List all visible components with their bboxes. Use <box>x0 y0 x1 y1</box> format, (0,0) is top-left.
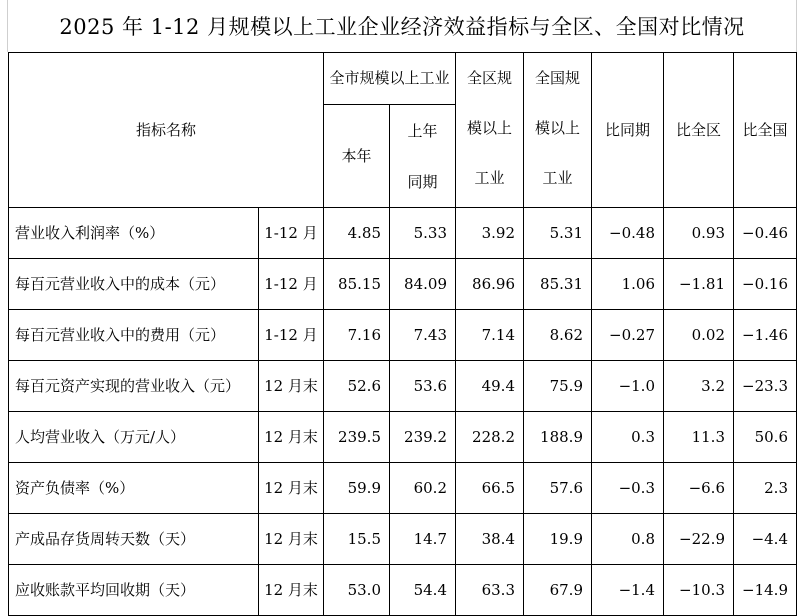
table-row <box>9 514 797 565</box>
cell-nation: 57.6 <box>524 463 592 514</box>
cell-this-year: 59.9 <box>324 463 390 514</box>
cell-last-year: 7.43 <box>390 310 456 361</box>
cell-vs-region: 11.3 <box>664 412 734 463</box>
comparison-table <box>8 52 797 616</box>
cell-yoy: −0.48 <box>592 208 664 259</box>
cell-nation: 188.9 <box>524 412 592 463</box>
header-vs-region: 比全区 <box>664 53 734 208</box>
cell-region: 228.2 <box>456 412 524 463</box>
cell-this-year: 53.0 <box>324 565 390 616</box>
cell-vs-nation: −0.16 <box>734 259 797 310</box>
table-row <box>9 259 797 310</box>
cell-yoy: 0.3 <box>592 412 664 463</box>
header-indicator-name: 指标名称 <box>9 53 324 208</box>
cell-nation: 5.31 <box>524 208 592 259</box>
header-last-year-line1: 上年 <box>407 122 438 140</box>
table-row <box>9 208 797 259</box>
cell-yoy: 1.06 <box>592 259 664 310</box>
header-this-year: 本年 <box>324 105 390 208</box>
cell-vs-region: −1.81 <box>664 259 734 310</box>
cell-region: 86.96 <box>456 259 524 310</box>
row-period: 12 月末 <box>259 565 324 616</box>
cell-last-year: 239.2 <box>390 412 456 463</box>
cell-vs-nation: 2.3 <box>734 463 797 514</box>
table-row <box>9 463 797 514</box>
cell-vs-nation: −14.9 <box>734 565 797 616</box>
cell-vs-nation: −23.3 <box>734 361 797 412</box>
header-nation-line2: 模以上 <box>534 119 580 137</box>
cell-nation: 67.9 <box>524 565 592 616</box>
row-indicator-name: 资产负债率（%） <box>9 463 259 514</box>
cell-vs-region: −10.3 <box>664 565 734 616</box>
cell-yoy: −0.27 <box>592 310 664 361</box>
header-last-year <box>390 105 456 208</box>
cell-last-year: 53.6 <box>390 361 456 412</box>
cell-nation: 8.62 <box>524 310 592 361</box>
cell-yoy: −1.0 <box>592 361 664 412</box>
cell-this-year: 4.85 <box>324 208 390 259</box>
row-indicator-name: 产成品存货周转天数（天） <box>9 514 259 565</box>
cell-last-year: 5.33 <box>390 208 456 259</box>
cell-vs-region: 3.2 <box>664 361 734 412</box>
row-period: 12 月末 <box>259 514 324 565</box>
header-nation <box>524 53 592 208</box>
cell-this-year: 52.6 <box>324 361 390 412</box>
cell-this-year: 239.5 <box>324 412 390 463</box>
header-region-line3: 工业 <box>474 169 505 187</box>
cell-nation: 75.9 <box>524 361 592 412</box>
table-row <box>9 310 797 361</box>
cell-region: 7.14 <box>456 310 524 361</box>
header-region-line2: 模以上 <box>466 119 512 137</box>
cell-yoy: −1.4 <box>592 565 664 616</box>
cell-vs-region: −6.6 <box>664 463 734 514</box>
row-indicator-name: 应收账款平均回收期（天） <box>9 565 259 616</box>
cell-vs-region: −22.9 <box>664 514 734 565</box>
header-region <box>456 53 524 208</box>
cell-region: 66.5 <box>456 463 524 514</box>
row-period: 1-12 月 <box>259 259 324 310</box>
cell-nation: 19.9 <box>524 514 592 565</box>
row-period: 1-12 月 <box>259 208 324 259</box>
cell-last-year: 84.09 <box>390 259 456 310</box>
cell-last-year: 14.7 <box>390 514 456 565</box>
header-region-line1: 全区规 <box>466 69 512 87</box>
header-yoy: 比同期 <box>592 53 664 208</box>
cell-vs-nation: −1.46 <box>734 310 797 361</box>
table-row <box>9 361 797 412</box>
document-title: 2025 年 1-12 月规模以上工业企业经济效益指标与全区、全国对比情况 <box>59 15 745 39</box>
cell-yoy: 0.8 <box>592 514 664 565</box>
cell-region: 38.4 <box>456 514 524 565</box>
table-row <box>9 565 797 616</box>
header-nation-line3: 工业 <box>542 169 573 187</box>
row-indicator-name: 每百元营业收入中的成本（元） <box>9 259 259 310</box>
cell-vs-region: 0.93 <box>664 208 734 259</box>
cell-this-year: 85.15 <box>324 259 390 310</box>
row-indicator-name: 人均营业收入（万元/人） <box>9 412 259 463</box>
row-indicator-name: 营业收入利润率（%） <box>9 208 259 259</box>
row-period: 12 月末 <box>259 463 324 514</box>
cell-this-year: 15.5 <box>324 514 390 565</box>
cell-region: 49.4 <box>456 361 524 412</box>
cell-nation: 85.31 <box>524 259 592 310</box>
cell-this-year: 7.16 <box>324 310 390 361</box>
cell-yoy: −0.3 <box>592 463 664 514</box>
cell-last-year: 60.2 <box>390 463 456 514</box>
cell-vs-nation: −4.4 <box>734 514 797 565</box>
header-last-year-line2: 同期 <box>407 173 438 191</box>
cell-region: 63.3 <box>456 565 524 616</box>
row-period: 12 月末 <box>259 361 324 412</box>
row-indicator-name: 每百元营业收入中的费用（元） <box>9 310 259 361</box>
row-indicator-name: 每百元资产实现的营业收入（元） <box>9 361 259 412</box>
row-period: 12 月末 <box>259 412 324 463</box>
cell-vs-region: 0.02 <box>664 310 734 361</box>
cell-vs-nation: 50.6 <box>734 412 797 463</box>
header-vs-nation: 比全国 <box>734 53 797 208</box>
table-row <box>9 412 797 463</box>
row-period: 1-12 月 <box>259 310 324 361</box>
header-nation-line1: 全国规 <box>534 69 580 87</box>
cell-vs-nation: −0.46 <box>734 208 797 259</box>
cell-last-year: 54.4 <box>390 565 456 616</box>
cell-region: 3.92 <box>456 208 524 259</box>
header-city-group: 全市规模以上工业 <box>324 53 456 105</box>
